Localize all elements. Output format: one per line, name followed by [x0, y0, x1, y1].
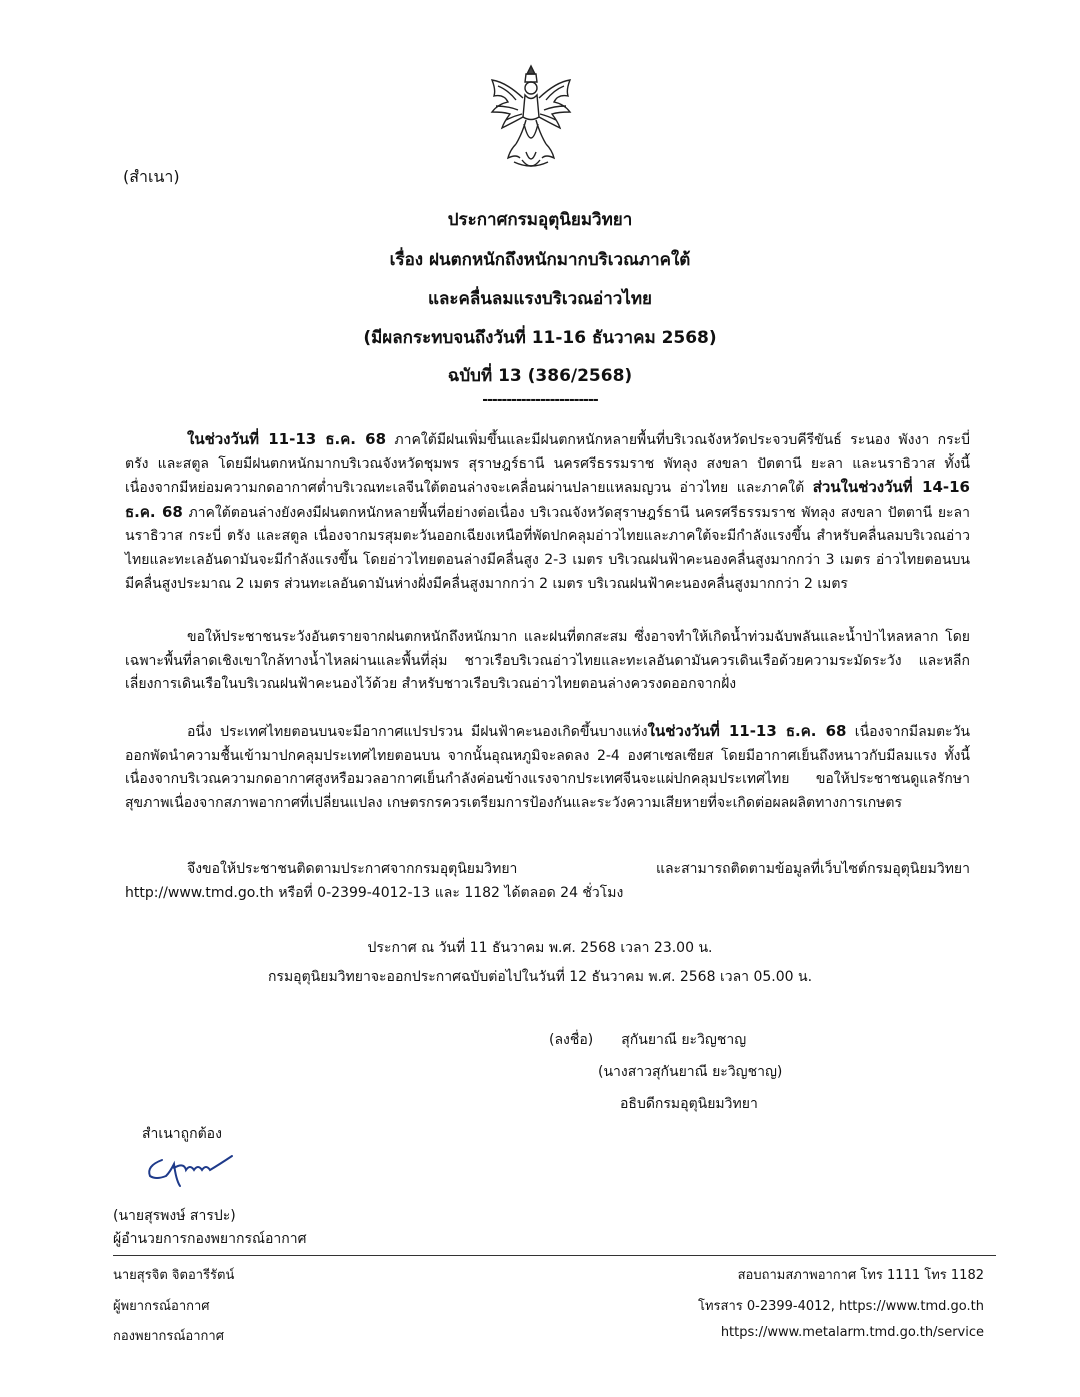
paragraph-forecast-lead: ในช่วงวันที่ 11-13 ธ.ค. 68: [187, 430, 387, 448]
paragraph-contact: [125, 858, 970, 905]
signed-label: (ลงชื่อ): [549, 1032, 594, 1048]
paragraph-north-text-1: อนึ่ง ประเทศไทยตอนบนจะมีอากาศแปรปรวน มีฝนฟ้าคะนองเกิดขึ้นบางแห่ง: [187, 724, 648, 740]
certifier-name: (นายสุรพงษ์ สารปะ): [113, 1208, 236, 1224]
footer-service-link[interactable]: https://www.metalarm.tmd.go.th/service: [720, 1325, 984, 1340]
paragraph-forecast-text-1: ภาคใต้มีฝนเพิ่มขึ้นและมีฝนตกหนักหลายพื้นที่บริเวณจังหวัดประจวบคีรีขันธ์ ระนอง พังงา กระบี่ ตรัง และสตูล โดยมีฝนตกหนักมากบริเวณจังหวัดชุมพร สุราษฎร์ธานี นครศรีธรรมราช พัทลุง สงขลา ปัตตานี ยะลา และนราธิวาส ทั้งนี้เนื่องจากมีหย่อมความกดอากาศต่ำบริเวณทะเลจีนใต้ตอนล่างจะเคลื่อนผ่านปลายแหลมญวน อ่าวไทย และภาคใต้: [125, 432, 970, 497]
paragraph-north-bold: ในช่วงวันที่ 11-13 ธ.ค. 68: [647, 722, 847, 740]
signature-line: [549, 1029, 746, 1051]
footer-forecaster-name: นายสุรจิต จิตอารีรัตน์: [113, 1268, 235, 1283]
paragraph-warning-text: ขอให้ประชาชนระวังอันตรายจากฝนตกหนักถึงหนักมาก และฝนที่ตกสะสม ซึ่งอาจทำให้เกิดน้ำท่วมฉับพลันและน้ำป่าไหลหลาก โดยเฉพาะพื้นที่ลาดเชิงเขาใกล้ทางน้ำไหลผ่านและพื้นที่ลุ่ม ชาวเรือบริเวณอ่าวไทยและทะเลอันดามันควรเดินเรือด้วยความระมัดระวัง และหลีกเลี่ยงการเดินเรือในบริเวณฝนฟ้าคะนองไว้ด้วย สำหรับชาวเรือบริเวณอ่าวไทยตอนล่างควรงดออกจากฝั่ง: [125, 629, 970, 693]
footer-fax-web: โทรสาร 0-2399-4012, https://www.tmd.go.th: [698, 1299, 984, 1314]
paragraph-contact-text: จึงขอให้ประชาชนติดตามประกาศจากกรมอุตุนิยมวิทยา และสามารถติดตามข้อมูลที่เว็บไซต์กรมอุตุนิยมวิทยา http://www.tmd.go.th หรือที่ 0-2399-4012-13 และ 1182 ได้ตลอด 24 ชั่วโมง: [125, 861, 970, 901]
paragraph-forecast-text-2: ภาคใต้ตอนล่างยังคงมีฝนตกหนักหลายพื้นที่อย่างต่อเนื่อง บริเวณจังหวัดสุราษฎร์ธานี นครศรีธรรมราช พัทลุง สงขลา ปัตตานี ยะลา นราธิวาส กระบี่ ตรัง และสตูล เนื่องจากมรสุมตะวันออกเฉียงเหนือที่พัดปกคลุมอ่าวไทยและภาคใต้จะมีกำลังแรงขึ้น สำหรับคลื่นลมบริเวณอ่าวไทยและทะเลอันดามันจะมีกำลังแรงขึ้น โดยอ่าวไทยตอนล่างมีคลื่นสูง 2-3 เมตร บริเวณฝนฟ้าคะนองคลื่นสูงมากกว่า 3 เมตร อ่าวไทยตอนบนมีคลื่นสูงประมาณ 2 เมตร ส่วนทะเลอันดามันห่างฝั่งมีคลื่นสูงมากกว่า 2 เมตร บริเวณฝนฟ้าคะนองคลื่นสูงมากกว่า 2 เมตร: [125, 504, 970, 592]
footer-phone: สอบถามสภาพอากาศ โทร 1111 โทร 1182: [737, 1268, 984, 1283]
effect-period: (มีผลกระทบจนถึงวันที่ 11-16 ธันวาคม 2568): [363, 328, 717, 348]
footer-divider: [113, 1255, 996, 1256]
next-issue: กรมอุตุนิยมวิทยาจะออกประกาศฉบับต่อไปในวันที่ 12 ธันวาคม พ.ศ. 2568 เวลา 05.00 น.: [267, 969, 813, 985]
paragraph-forecast-mid: ส่วนในช่วงวันที่ 14-16 ธ.ค. 68: [125, 478, 970, 521]
certifier-position: ผู้อำนวยการกองพยากรณ์อากาศ: [113, 1231, 307, 1247]
separator: ------------------------: [482, 392, 598, 408]
paragraph-forecast: [125, 428, 970, 596]
paragraph-warning: [125, 626, 970, 697]
paragraph-north-text-2: เนื่องจากมีลมตะวันออกพัดนำความชื้นเข้ามาปกคลุมประเทศไทยตอนบน จากนั้นอุณหภูมิจะลดลง 2-4 องศาเซลเซียส โดยมีอากาศเย็นถึงหนาวกับมีลมแรง ทั้งนี้เนื่องจากบริเวณความกดอากาศสูงหรือมวลอากาศเย็นกำลังค่อนข้างแรงจากประเทศจีนจะแผ่ปกคลุมประเทศไทย ขอให้ประชาชนดูแลรักษาสุขภาพเนื่องจากสภาพอากาศที่เปลี่ยนแปลง เกษตรกรควรเตรียมการป้องกันและระวังความเสียหายที่จะเกิดต่อผลผลิตทางการเกษตร: [125, 724, 970, 811]
signer-position: อธิบดีกรมอุตุนิยมวิทยา: [620, 1096, 758, 1112]
certified-label: สำเนาถูกต้อง: [142, 1126, 222, 1142]
page-title: ประกาศกรมอุตุนิยมวิทยา: [447, 210, 633, 230]
subject-line-2: และคลื่นลมแรงบริเวณอ่าวไทย: [428, 289, 652, 309]
copy-mark: (สำเนา): [123, 167, 180, 186]
issue-number: ฉบับที่ 13 (386/2568): [447, 366, 633, 386]
paragraph-north: [125, 720, 970, 815]
signer-name: สุกันยาณี ยะวิญชาญ: [621, 1032, 747, 1048]
footer-division: กองพยากรณ์อากาศ: [113, 1329, 224, 1344]
issued-date: ประกาศ ณ วันที่ 11 ธันวาคม พ.ศ. 2568 เวลา 23.00 น.: [367, 940, 713, 956]
signer-full-name: (นางสาวสุกันยาณี ยะวิญชาญ): [598, 1064, 783, 1080]
subject-line-1: เรื่อง ฝนตกหนักถึงหนักมากบริเวณภาคใต้: [389, 250, 691, 270]
garuda-emblem-icon: [486, 62, 576, 174]
handwritten-signature-icon: [140, 1150, 240, 1190]
footer-forecaster-role: ผู้พยากรณ์อากาศ: [113, 1299, 210, 1314]
